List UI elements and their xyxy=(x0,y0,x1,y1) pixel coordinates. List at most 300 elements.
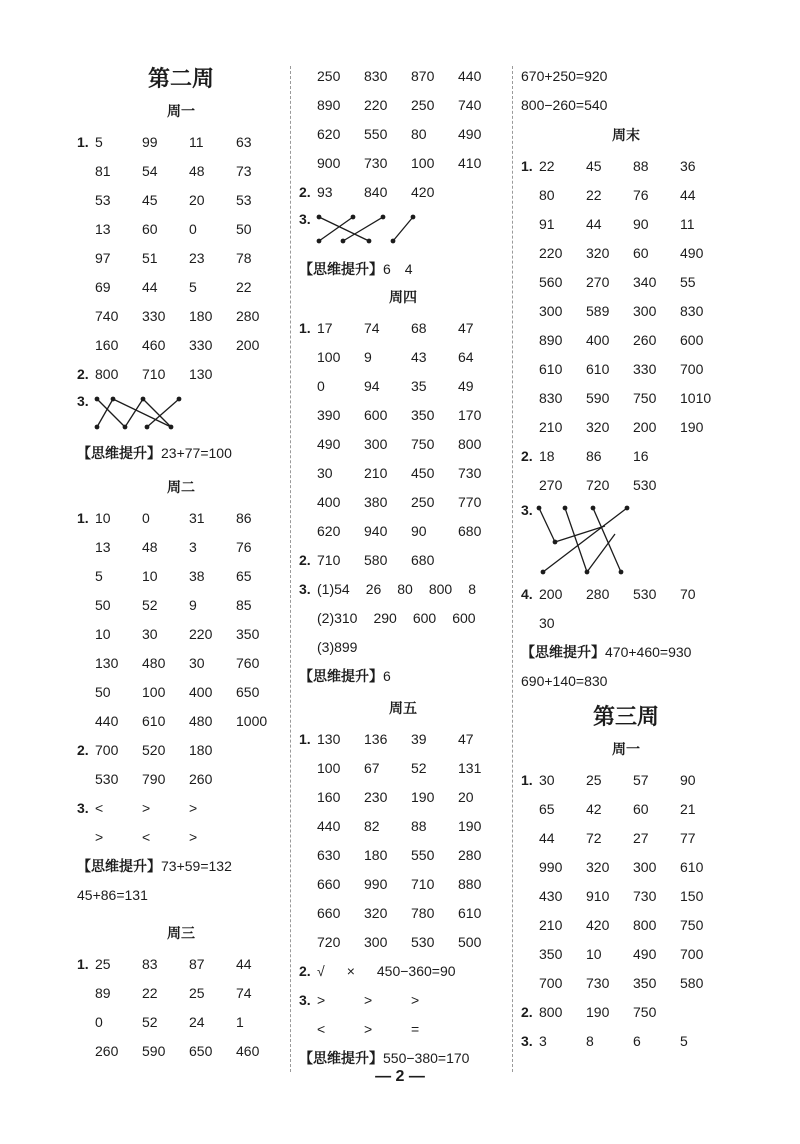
answer-value: 10 xyxy=(95,510,111,526)
answer-value: 530 xyxy=(411,934,435,950)
answer-value: 630 xyxy=(317,847,341,863)
tuesday-thinking xyxy=(77,852,285,881)
answer-value: 53 xyxy=(236,192,252,208)
answer-value: 51 xyxy=(142,250,158,266)
answer-value: 73+59=132 xyxy=(161,858,232,874)
answer-value: 300 xyxy=(633,303,657,319)
answer-value: 48 xyxy=(189,163,205,179)
answer-value: 800 xyxy=(95,366,119,382)
answer-value: 680 xyxy=(458,523,482,539)
answer-value: 50 xyxy=(95,684,111,700)
friday-q3 xyxy=(299,986,507,1015)
answer-value: 100 xyxy=(411,155,435,171)
answer-value: 440 xyxy=(95,713,119,729)
answer-value: 200 xyxy=(633,419,657,435)
question-number: 1. xyxy=(521,772,533,788)
answer-value: 27 xyxy=(633,830,649,846)
answer-value: 3 xyxy=(189,539,197,555)
answer-value: 47 xyxy=(458,731,474,747)
answer-row xyxy=(521,969,731,998)
answer-value: 【思维提升】 xyxy=(521,644,605,660)
answer-value: √ xyxy=(317,963,325,979)
answer-value: 260 xyxy=(95,1043,119,1059)
friday-q1 xyxy=(299,725,507,957)
answer-value: 6 4 xyxy=(383,261,413,277)
answer-value: 25 xyxy=(586,772,602,788)
answer-value: 88 xyxy=(633,158,649,174)
answer-value: 530 xyxy=(633,477,657,493)
answer-row xyxy=(299,149,507,178)
answer-value: 710 xyxy=(411,876,435,892)
answer-value: > xyxy=(95,829,104,845)
friday-q3-row2 xyxy=(299,1015,507,1044)
matching-diagram xyxy=(535,500,655,578)
answer-value: 660 xyxy=(317,876,341,892)
answer-value: 5 xyxy=(680,1033,688,1049)
answer-value: 550 xyxy=(364,126,388,142)
answer-value: 180 xyxy=(189,742,213,758)
answer-row xyxy=(299,783,507,812)
answer-value: 680 xyxy=(411,552,435,568)
answer-value: 600 xyxy=(680,332,704,348)
answer-value: 700 xyxy=(680,946,704,962)
answer-row xyxy=(77,273,285,302)
column-3 xyxy=(521,62,731,1074)
answer-value: 91 xyxy=(539,216,555,232)
answer-value: 16 xyxy=(633,448,649,464)
answer-value: 650 xyxy=(189,1043,213,1059)
answer-value: 280 xyxy=(236,308,260,324)
answer-row xyxy=(521,181,731,210)
answer-value: 800−260=540 xyxy=(521,97,608,113)
answer-value: 76 xyxy=(633,187,649,203)
answer-row xyxy=(521,853,731,882)
answer-value: 650 xyxy=(236,684,260,700)
answer-value: 1000 xyxy=(236,713,268,729)
answer-value: 330 xyxy=(142,308,166,324)
answer-value: 580 xyxy=(364,552,388,568)
answer-value: 20 xyxy=(189,192,205,208)
answer-value: 53 xyxy=(95,192,111,208)
question-number: 2. xyxy=(299,963,311,979)
answer-value: 800 xyxy=(428,581,453,597)
answer-value: 380 xyxy=(364,494,388,510)
answer-value: 800 xyxy=(539,1004,563,1020)
answer-value: 45 xyxy=(586,158,602,174)
answer-value: 280 xyxy=(458,847,482,863)
question-number: 3. xyxy=(299,992,311,1008)
answer-value: 730 xyxy=(586,975,610,991)
answer-value: 610 xyxy=(680,859,704,875)
answer-value: 890 xyxy=(539,332,563,348)
answer-value: 210 xyxy=(539,917,563,933)
answer-value: > xyxy=(189,800,198,816)
weekend-q3 xyxy=(521,500,731,580)
monday-q1 xyxy=(77,128,285,360)
answer-value: 490 xyxy=(680,245,704,261)
answer-value: 160 xyxy=(95,337,119,353)
answer-row xyxy=(77,128,285,157)
friday-thinking-3 xyxy=(521,91,731,120)
answer-value: > xyxy=(411,992,420,1008)
tuesday-q2-row2 xyxy=(77,765,285,794)
answer-row xyxy=(299,870,507,899)
answer-value: 940 xyxy=(364,523,388,539)
answer-value: 900 xyxy=(317,155,341,171)
wednesday-q2 xyxy=(299,178,507,207)
answer-value: 86 xyxy=(236,510,252,526)
answer-value: 0 xyxy=(95,1014,103,1030)
thursday-thinking xyxy=(299,662,507,691)
answer-value: 750 xyxy=(680,917,704,933)
answer-value: 30 xyxy=(539,772,555,788)
answer-row xyxy=(299,343,507,372)
answer-value: 770 xyxy=(458,494,482,510)
answer-value: 420 xyxy=(411,184,435,200)
answer-row xyxy=(299,62,507,91)
answer-value: 990 xyxy=(539,859,563,875)
answer-row xyxy=(299,899,507,928)
answer-row xyxy=(77,215,285,244)
answer-value: 45 xyxy=(142,192,158,208)
answer-row xyxy=(299,372,507,401)
answer-value: 0 xyxy=(142,510,150,526)
answer-value: 910 xyxy=(586,888,610,904)
answer-value: 700 xyxy=(539,975,563,991)
question-number: 2. xyxy=(77,366,89,382)
answer-value: 42 xyxy=(586,801,602,817)
answer-value: 610 xyxy=(586,361,610,377)
question-number: 3. xyxy=(299,211,311,227)
answer-value: 660 xyxy=(317,905,341,921)
answer-value: 【思维提升】 xyxy=(77,858,161,874)
answer-value: 5 xyxy=(189,279,197,295)
tuesday-q1 xyxy=(77,504,285,736)
answer-value: 710 xyxy=(142,366,166,382)
answer-value: 【思维提升】 xyxy=(77,445,161,461)
answer-value: 6 xyxy=(383,668,391,684)
answer-value: 131 xyxy=(458,760,482,776)
answer-value: 99 xyxy=(142,134,158,150)
answer-value: 86 xyxy=(586,448,602,464)
answer-value: 150 xyxy=(680,888,704,904)
answer-value: 180 xyxy=(189,308,213,324)
answer-value: 22 xyxy=(236,279,252,295)
answer-value: 430 xyxy=(539,888,563,904)
answer-value: 180 xyxy=(364,847,388,863)
tuesday-thinking-2 xyxy=(77,881,285,910)
answer-value: 【思维提升】 xyxy=(299,1050,383,1066)
answer-value: 230 xyxy=(364,789,388,805)
answer-value: 170 xyxy=(458,407,482,423)
answer-value: 580 xyxy=(680,975,704,991)
monday-q2 xyxy=(77,360,285,389)
answer-value: 90 xyxy=(680,772,696,788)
answer-value: 600 xyxy=(452,610,476,626)
answer-value: 52 xyxy=(142,1014,158,1030)
thursday-q1 xyxy=(299,314,507,546)
answer-row xyxy=(521,795,731,824)
answer-value: 70 xyxy=(680,586,696,602)
answer-row xyxy=(521,297,731,326)
answer-row xyxy=(521,824,731,853)
answer-value: 840 xyxy=(364,184,388,200)
answer-row xyxy=(77,649,285,678)
answer-value: 64 xyxy=(458,349,474,365)
answer-row xyxy=(77,591,285,620)
answer-value: 60 xyxy=(633,245,649,261)
answer-value: 69 xyxy=(95,279,111,295)
answer-row xyxy=(299,812,507,841)
answer-value: 320 xyxy=(364,905,388,921)
answer-value: 610 xyxy=(142,713,166,729)
answer-value: 250 xyxy=(317,68,341,84)
answer-value: × xyxy=(346,963,355,979)
answer-value: 250 xyxy=(411,494,435,510)
answer-value: 39 xyxy=(411,731,427,747)
question-number: 1. xyxy=(521,158,533,174)
answer-value: 48 xyxy=(142,539,158,555)
answer-value: 9 xyxy=(364,349,372,365)
answer-row xyxy=(77,678,285,707)
week3-monday-q2 xyxy=(521,998,731,1027)
answer-value: 25 xyxy=(189,985,205,1001)
answer-row xyxy=(77,157,285,186)
answer-value: 830 xyxy=(539,390,563,406)
answer-value: > xyxy=(364,992,373,1008)
weekend-q4 xyxy=(521,580,731,609)
answer-value: 24 xyxy=(189,1014,205,1030)
wednesday-title: 周三 xyxy=(167,925,195,941)
answer-value: 490 xyxy=(458,126,482,142)
answer-value: 8 xyxy=(468,581,476,597)
answer-value: 600 xyxy=(412,610,437,626)
answer-value: 11 xyxy=(680,216,695,232)
answer-value: 550−380=170 xyxy=(383,1050,470,1066)
answer-value: 23 xyxy=(189,250,205,266)
answer-value: 700 xyxy=(95,742,119,758)
answer-value: 100 xyxy=(317,760,341,776)
answer-value: 330 xyxy=(633,361,657,377)
question-number: 2. xyxy=(299,552,311,568)
answer-value: 220 xyxy=(189,626,213,642)
answer-value: 20 xyxy=(458,789,474,805)
answer-value: 26 xyxy=(365,581,382,597)
answer-row xyxy=(77,979,285,1008)
friday-q2 xyxy=(299,957,507,986)
answer-value: 44 xyxy=(236,956,252,972)
answer-value: 94 xyxy=(364,378,380,394)
answer-value: 38 xyxy=(189,568,205,584)
answer-value: 220 xyxy=(364,97,388,113)
answer-value: 80 xyxy=(411,126,427,142)
answer-value: 65 xyxy=(236,568,252,584)
question-number: 3. xyxy=(77,800,89,816)
answer-value: 85 xyxy=(236,597,252,613)
answer-row xyxy=(521,940,731,969)
answer-value: 300 xyxy=(633,859,657,875)
answer-value: 300 xyxy=(364,436,388,452)
answer-value: 82 xyxy=(364,818,380,834)
answer-value: 250 xyxy=(411,97,435,113)
answer-value: 620 xyxy=(317,523,341,539)
answer-value: 60 xyxy=(142,221,158,237)
answer-value: 440 xyxy=(317,818,341,834)
answer-value: 590 xyxy=(142,1043,166,1059)
answer-value: 30 xyxy=(539,615,555,631)
tuesday-q3-row2 xyxy=(77,823,285,852)
answer-value: 11 xyxy=(189,134,204,150)
tuesday-title: 周二 xyxy=(167,479,195,495)
question-number: 4. xyxy=(521,586,533,602)
answer-value: 410 xyxy=(458,155,482,171)
answer-value: 77 xyxy=(680,830,696,846)
answer-value: 750 xyxy=(633,390,657,406)
answer-row xyxy=(299,488,507,517)
answer-value: 100 xyxy=(142,684,166,700)
thursday-title: 周四 xyxy=(389,289,417,305)
answer-value: 610 xyxy=(458,905,482,921)
answer-value: 190 xyxy=(458,818,482,834)
wednesday-q1-part1 xyxy=(77,950,285,1066)
answer-value: 73 xyxy=(236,163,252,179)
answer-value: 830 xyxy=(680,303,704,319)
answer-value: 83 xyxy=(142,956,158,972)
answer-value: > xyxy=(317,992,326,1008)
tuesday-q3 xyxy=(77,794,285,823)
week-3-title: 第三周 xyxy=(592,704,659,729)
answer-value: 81 xyxy=(95,163,111,179)
answer-row xyxy=(521,355,731,384)
week3-monday-title: 周一 xyxy=(612,741,640,757)
answer-value: 450−360=90 xyxy=(376,963,456,979)
answer-value: 44 xyxy=(680,187,696,203)
question-number: 2. xyxy=(521,1004,533,1020)
answer-value: 690+140=830 xyxy=(521,673,608,689)
answer-value: (3)899 xyxy=(317,639,358,655)
column-2 xyxy=(299,62,507,1074)
answer-row xyxy=(521,882,731,911)
answer-value: 340 xyxy=(633,274,657,290)
answer-value: 270 xyxy=(586,274,610,290)
answer-value: 50 xyxy=(95,597,111,613)
answer-value: 350 xyxy=(633,975,657,991)
answer-value: 390 xyxy=(317,407,341,423)
answer-value: < xyxy=(95,800,104,816)
answer-value: 80 xyxy=(539,187,555,203)
answer-value: 72 xyxy=(586,830,602,846)
answer-value: 67 xyxy=(364,760,380,776)
answer-value: 130 xyxy=(189,366,213,382)
week-2-title: 第二周 xyxy=(147,66,214,91)
answer-value: 880 xyxy=(458,876,482,892)
answer-row xyxy=(521,766,731,795)
answer-value: 21 xyxy=(680,801,696,817)
answer-value: 6 xyxy=(633,1033,641,1049)
answer-value: 700 xyxy=(680,361,704,377)
answer-value: 10 xyxy=(586,946,602,962)
answer-value: 78 xyxy=(236,250,252,266)
answer-value: > xyxy=(364,1021,373,1037)
answer-value: 65 xyxy=(539,801,555,817)
answer-value: 470+460=930 xyxy=(605,644,692,660)
thursday-q2 xyxy=(299,546,507,575)
answer-value: 30 xyxy=(317,465,333,481)
tuesday-q2 xyxy=(77,736,285,765)
answer-value: 57 xyxy=(633,772,649,788)
question-number: 3. xyxy=(77,393,89,409)
answer-value: 870 xyxy=(411,68,435,84)
answer-value: 780 xyxy=(411,905,435,921)
answer-value: 200 xyxy=(539,586,563,602)
answer-value: 220 xyxy=(539,245,563,261)
answer-value: 790 xyxy=(142,771,166,787)
answer-value: 750 xyxy=(411,436,435,452)
answer-value: 43 xyxy=(411,349,427,365)
friday-title: 周五 xyxy=(389,700,417,716)
answer-value: 68 xyxy=(411,320,427,336)
answer-value: 320 xyxy=(586,419,610,435)
answer-row xyxy=(299,430,507,459)
answer-row xyxy=(299,314,507,343)
weekend-thinking-2 xyxy=(521,667,731,696)
answer-row xyxy=(521,326,731,355)
answer-value: 830 xyxy=(364,68,388,84)
question-number: 3. xyxy=(521,502,533,518)
answer-value: 93 xyxy=(317,184,333,200)
answer-row xyxy=(77,504,285,533)
answer-value: 87 xyxy=(189,956,205,972)
page-number: — 2 — xyxy=(375,1068,425,1085)
answer-value: 25 xyxy=(95,956,111,972)
answer-value: 22 xyxy=(142,985,158,1001)
column-divider xyxy=(512,66,513,1072)
wednesday-q3 xyxy=(299,207,507,255)
answer-row xyxy=(521,384,731,413)
week3-monday-q1 xyxy=(521,766,731,998)
question-number: 2. xyxy=(77,742,89,758)
matching-diagram xyxy=(91,391,191,437)
answer-value: 800 xyxy=(633,917,657,933)
thursday-q3 xyxy=(299,575,507,604)
answer-value: 8 xyxy=(586,1033,594,1049)
answer-value: 136 xyxy=(364,731,388,747)
answer-value: 0 xyxy=(189,221,197,237)
answer-row xyxy=(521,268,731,297)
weekend-q2-row2 xyxy=(521,471,731,500)
column-divider xyxy=(290,66,291,1072)
answer-value: 18 xyxy=(539,448,555,464)
weekend-q4-row2 xyxy=(521,609,731,638)
answer-value: 90 xyxy=(411,523,427,539)
answer-row xyxy=(77,707,285,736)
matching-diagram xyxy=(313,209,423,255)
answer-row xyxy=(77,533,285,562)
answer-value: 750 xyxy=(633,1004,657,1020)
question-number: 1. xyxy=(299,320,311,336)
answer-value: = xyxy=(411,1021,420,1037)
answer-value: 60 xyxy=(633,801,649,817)
answer-value: 63 xyxy=(236,134,252,150)
answer-value: 530 xyxy=(633,586,657,602)
answer-value: 30 xyxy=(142,626,158,642)
answer-value: 89 xyxy=(95,985,111,1001)
thursday-q3-row3 xyxy=(299,633,507,662)
answer-value: 740 xyxy=(95,308,119,324)
answer-row xyxy=(299,517,507,546)
answer-value: 260 xyxy=(189,771,213,787)
answer-value: 260 xyxy=(633,332,657,348)
